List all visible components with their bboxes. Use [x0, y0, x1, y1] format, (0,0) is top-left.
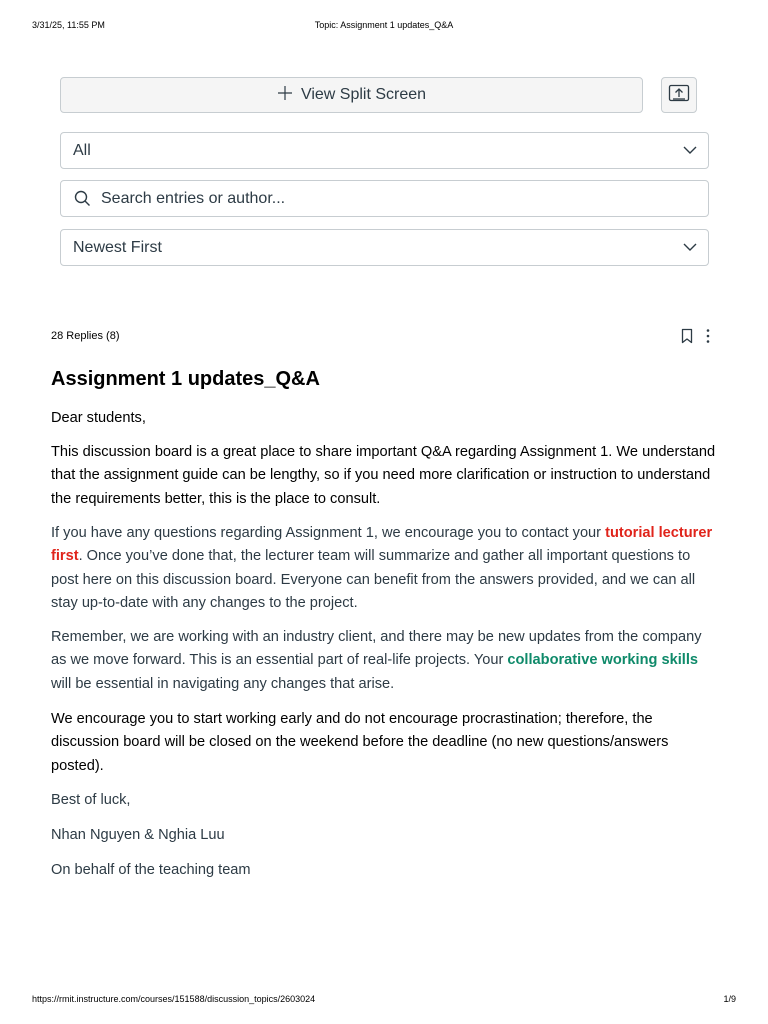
highlight-tutorial-lecturer: tutorial lecturer first	[51, 525, 713, 565]
search-input[interactable]	[60, 180, 709, 217]
post-text: Remember, we are working with an industry client, and there may be new updates from the company as we move forward. This is an essential part of real-life projects. Your	[51, 629, 702, 669]
print-datetime: 3/31/25, 11:55 PM	[32, 20, 105, 30]
upload-button[interactable]	[661, 77, 697, 113]
sort-selected-value: Newest First	[73, 238, 162, 256]
post-paragraph: We encourage you to start working early and do not encourage procrastination; therefore, the discussion board will be closed on the weekend before the deadline (no new questions/answers posted).	[51, 711, 669, 774]
plus-icon	[277, 83, 293, 105]
filter-select[interactable]	[60, 132, 709, 169]
print-url: https://rmit.instructure.com/courses/151588/discussion_topics/2603024	[32, 994, 316, 1004]
view-split-screen-button[interactable]	[60, 77, 643, 113]
topic-post	[51, 366, 721, 878]
post-on-behalf: On behalf of the teaching team	[51, 862, 251, 878]
post-text: . Once you’ve done that, the lecturer team will summarize and gather all important questions to post here on this discussion board. Everyone can benefit from the answers provided, and we can all stay up-to-date with any changes to the project.	[51, 548, 696, 612]
post-paragraph	[51, 626, 721, 696]
replies-count: 28 Replies (8)	[51, 330, 120, 342]
sort-select[interactable]	[60, 229, 709, 266]
post-paragraph	[51, 522, 721, 616]
post-text: If you have any questions regarding Assignment 1, we encourage you to contact your	[51, 525, 606, 541]
print-page-number: 1/9	[723, 994, 736, 1004]
filter-selected-value: All	[73, 141, 91, 159]
post-signature: Nhan Nguyen & Nghia Luu	[51, 827, 225, 843]
upload-icon	[668, 84, 690, 107]
bookmark-icon[interactable]	[681, 328, 693, 349]
print-page-title: Topic: Assignment 1 updates_Q&A	[314, 20, 454, 30]
search-placeholder: Search entries or author...	[101, 189, 286, 207]
topic-meta-row	[51, 330, 721, 346]
chevron-down-icon	[672, 146, 708, 155]
search-icon	[61, 190, 101, 207]
post-text: will be essential in navigating any changes that arise.	[51, 675, 395, 692]
view-split-screen-label: View Split Screen	[300, 86, 427, 103]
topic-title: Assignment 1 updates_Q&A	[51, 368, 320, 390]
chevron-down-icon	[672, 243, 708, 252]
post-paragraph: This discussion board is a great place to share important Q&A regarding Assignment 1. We understand that the assignment guide can be lengthy, so if you need more clarification or instruction to understand the requirements better, this is the place to consult.	[51, 444, 716, 507]
post-greeting: Dear students,	[51, 410, 146, 426]
more-options-icon[interactable]	[705, 328, 711, 349]
highlight-collaborative-skills: collaborative working skills	[507, 652, 699, 669]
post-closing: Best of luck,	[51, 792, 131, 808]
